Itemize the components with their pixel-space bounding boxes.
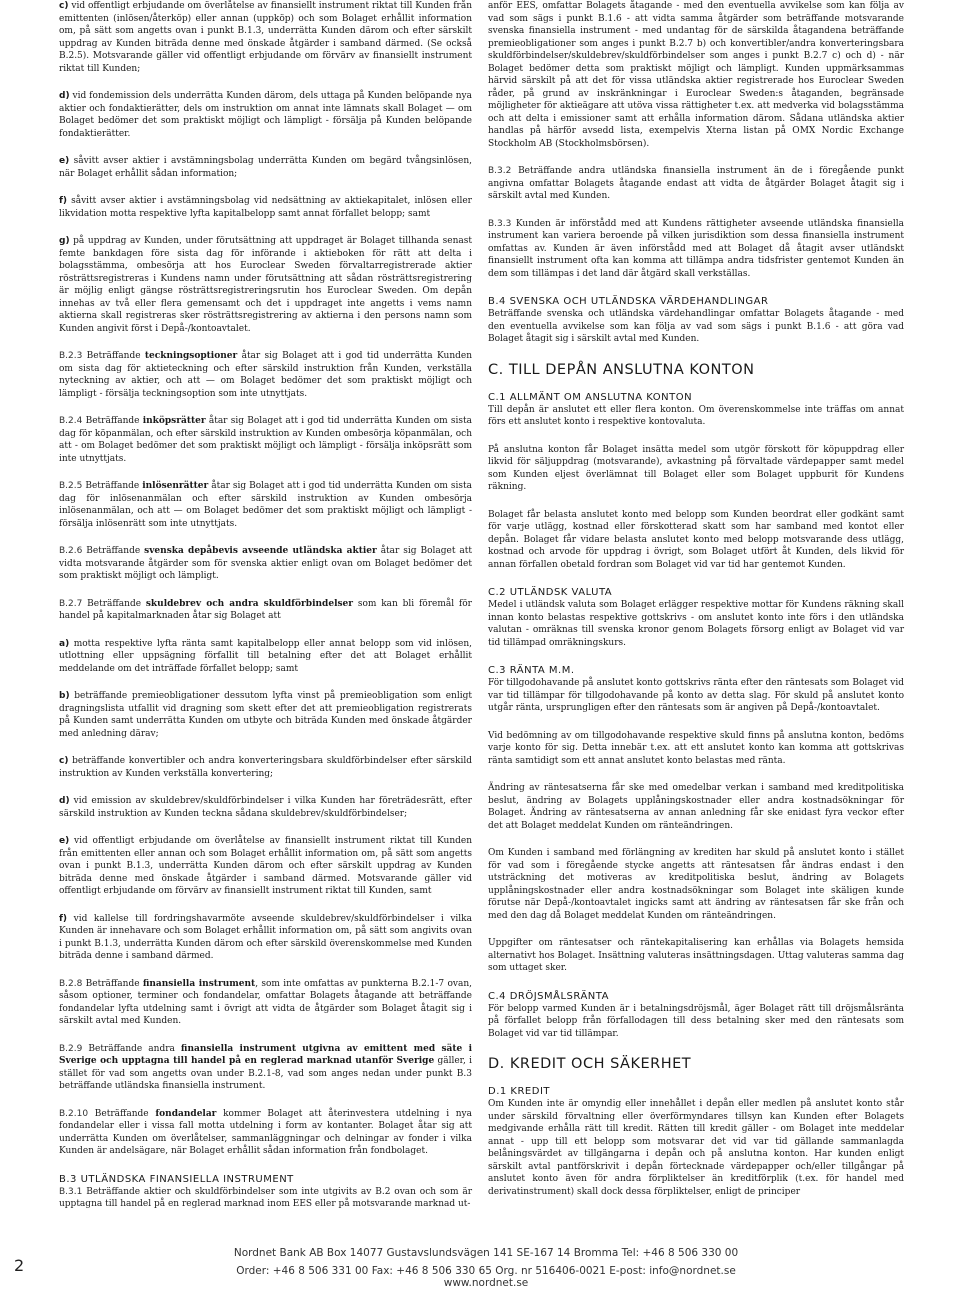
c2-text: Medel i utländsk valuta som Bolaget erlägger respektive mottar för Kundens räkning skall innan konto belastas respektive gottskrivs - om anslutet konto inte förs i den utländska valutan - omräknas till svenska kronor genom Bolagets försorg enligt av Bolaget vid var tid tillämpad omräkningskurs. bbox=[488, 600, 904, 648]
heading-b4: B.4 SVENSKA OCH UTLÄNDSKA VÄRDEHANDLINGAR bbox=[488, 296, 769, 307]
c3-text-2: Vid bedömning av om tillgodohavande respektive skuld finns på anslutna konton, bedöms varje konto för sig. Detta innebär t.ex. att ett anslutet konto kan komma att gottskrivas ränta samtidigt som ett annat anslutet konto belastas med ränta. bbox=[488, 730, 904, 766]
footer-contact: Order: +46 8 506 331 00 Fax: +46 8 506 330 65 Org. nr 516406-0021 E-post: info@nordnet.se www.nordnet.se bbox=[236, 1265, 736, 1289]
section-b-2-7: B.2.7 Beträffande skuldebrev och andra skuldförbindelser som kan bli föremål för handel på kapitalmarknaden åtar sig Bolaget att bbox=[59, 598, 472, 621]
c1-text-2: På anslutna konton får Bolaget insätta medel som utgör förskott för köpuppdrag eller likvid för säljuppdrag (motsvarande), avkastning på förvaltade värdepapper samt medel som Kunden eljest överlämnat till Bolaget eller som Bolaget uppburit för Kundens räkning. bbox=[488, 444, 904, 492]
heading-b3: B.3 UTLÄNDSKA FINANSIELLA INSTRUMENT bbox=[59, 1173, 294, 1185]
item-label: f) bbox=[59, 196, 68, 206]
c1-text-1: Till depån är anslutet ett eller flera konton. Om överenskommelse inte träffas om annat förs ett anslutet konto i respektive kontovaluta. bbox=[488, 404, 904, 427]
item-f: f) vid kallelse till fordringshavarmöte avseende skuldebrev/skuldförbindelser i vilka Kunden är innehavare och som Bolaget erhållit information om, på sätt som angivits ovan i punkt B.1.3, underrätta Kunden därom och efter särskild överenskommelse med Kunden biträda denne i samband därmed. bbox=[59, 913, 472, 961]
heading-c: C. TILL DEPÅN ANSLUTNA KONTON bbox=[488, 361, 755, 378]
section-b-2-3: B.2.3 Beträffande teckningsoptioner åtar sig Bolaget att i god tid underrätta Kunden om sista dag för aktieteckning och efter särskild instruktion från Kunden, verkställa nyteckning av aktier, och att — om Bolaget bedömer det som praktiskt möjligt och lämpligt - försälja teckningsoption som inte utnyttjats. bbox=[59, 351, 472, 399]
heading-c1: C.1 ALLMÄNT OM ANSLUTNA KONTON bbox=[488, 391, 693, 403]
paragraph-f: f) såvitt avser aktier i avstämningsbolag vid nedsättning av aktiekapitalet, inlösen eller likvidation motta respektive lyfta kapitalbelopp samt annat förfallet belopp; samt bbox=[59, 196, 472, 219]
section-b-2-4: B.2.4 Beträffande inköpsrätter åtar sig Bolaget att i god tid underrätta Kunden om sista dag för köpanmälan, och efter särskild instruktion av Kunden ombesörja köpanmälan, och att - om Bolaget bedömer det som praktiskt möjligt och lämpligt - försälja inköpsrätt som inte utnyttjats. bbox=[59, 416, 472, 464]
section-b-2-10: B.2.10 Beträffande fondandelar kommer Bolaget att återinvestera utdelning i nya fondandelar eller i vissa fall motta utdelning i form av kontanter. Bolaget åtar sig att underrätta Kunden om överlåtelser, sammanläggningar och delningar av fonder i vilka Kunden är andelsägare, när Bolaget erhållit sådan information från fondbolaget. bbox=[59, 1108, 472, 1156]
section-b4-text: Beträffande svenska och utländska värdehandlingar omfattar Bolagets åtagande - med den eventuella avvikelse som kan följa av vad som sägs i punkt B.1.6 - att göra vad Bolaget åtagit sig i särskilt avtal med Kunden. bbox=[488, 309, 904, 344]
section-b-2-5: B.2.5 Beträffande inlösenrätter åtar sig Bolaget att i god tid underrätta Kunden om sista dag för inlösenanmälan och efter särskild instruktion av Kunden ombesörja inlösenanmälan, och att — om Bolaget bedömer det som praktiskt möjligt och lämpligt - försälja inlösenrätt som inte utnyttjats. bbox=[59, 481, 472, 529]
paragraph-g: g) på uppdrag av Kunden, under förutsättning att uppdraget är Bolaget tillhanda senast femte bankdagen före sista dag för införande i aktieboken för rätt att delta i bolagsstämma, ombesörja att hos Euroclear Sweden förvaltarregistrerade aktier rösträttsregistreras i Kundens namn under förutsättning att sådan rösträttsregistrering är möjlig enligt gängse rösträttsregistreringsrutin hos Euroclear Sweden. Om depån innehas av två eller flera gemensamt och det i uppdraget inte angetts i vems namn aktierna skall registreras sker rösträttsregistrering av aktierna i den persons namn som Kunden angivit först i Depå-/kontoavtalet. bbox=[59, 236, 472, 334]
page-number: 2 bbox=[14, 1256, 25, 1275]
heading-c3: C.3 RÄNTA M.M. bbox=[488, 665, 575, 676]
item-e: e) vid offentligt erbjudande om överlåtelse av finansiellt instrument riktat till Kunden från emittenten eller annan och som Bolaget erhållit information om, på sätt som angetts ovan i punkt B.1.3, underrätta Kunden därom och efter särskilt uppdrag av Kunden biträda denne med önskade åtgärder i samband därmed. Motsvarande gäller vid offentligt erbjudande om förvärv av finansiellt instrument riktat till Kunden, samt bbox=[59, 836, 472, 896]
item-label: e) bbox=[59, 156, 70, 166]
section-b-3-1: B.3.1 Beträffande aktier och skuldförbindelser som inte utgivits av B.2 ovan och som är upptagna till handel på en reglerad marknad inom EES eller på motsvarande marknad ut- bbox=[59, 1186, 472, 1209]
item-label: c) bbox=[59, 1, 69, 11]
section-b-3-3: B.3.3 Kunden är införstådd med att Kundens rättigheter avseende utländska finansiella instrument kan variera beroende på vilken jurisdiktion som dessa finansiella instrument omfattas av. Kunden är även införstådd med att Bolaget då åtagit avser utländskt finansiellt instrument ofta kan komma att tillämpa andra tidsfrister gentemot Kunden än dem som tillämpas i det land där åtgärd skall verkställas. bbox=[488, 218, 904, 279]
c4-text: För belopp varmed Kunden är i betalningsdröjsmål, äger Bolaget rätt till dröjsmålsränta på förfallet belopp från förfallodagen till dess betalning sker med den räntesats som Bolaget vid var tid tillämpar. bbox=[488, 1003, 904, 1039]
paragraph-e: e) såvitt avser aktier i avstämningsbolag underrätta Kunden om begärd tvångsinlösen, när Bolaget erhållit sådan information; bbox=[59, 156, 472, 179]
b31-continued: anför EES, omfattar Bolagets åtagande - med den eventuella avvikelse som kan följa av vad som sägs i punkt B.1.6 - att vidta samma åtgärder som beträffande motsvarande svenska finansiella instrument - med undantag för de särskilda åtagandena beträffande premieobligationer som anges i punkt B.2.7 b) och konvertibler/andra konverteringsbara skuldförbindelser/skuldebrev/skuldförbindelser som anges i punkt B.2.7 c) och d) - när Bolaget bedömer detta som praktiskt möjligt och lämpligt. Kunden uppmärksammas härvid särskilt på att det för vissa utländska aktier registrerade hos Euroclear Sweden råder, på grund av inskränkningar i Euroclear Sweden:s åtaganden, begränsade möjligheter för aktieägare att utöva vissa rättigheter t.ex. att medverka vid bolagsstämma och att delta i emissioner samt att erhålla information därom. Sådana utländska aktier handlas på härför avsedd lista, exempelvis Xterna listan på OMX Nordic Exchange Stockholm AB (Stockholmsbörsen). bbox=[488, 1, 904, 149]
paragraph-d: d) vid fondemission dels underrätta Kunden därom, dels uttaga på Kunden belöpande nya aktier och fondaktierätter, dels om instruktion om annat inte lämnats skall Bolaget — om Bolaget bedömer det som praktiskt möjligt och lämpligt - försälja på Kunden belöpande fondaktierätter. bbox=[59, 91, 472, 139]
item-b: b) beträffande premieobligationer dessutom lyfta vinst på premieobligation som enligt dragningslista utfallit vid dragning som skett efter det att premieobligation registrerats på Kunden samt underrätta Kunden om utbyte och biträda Kunden med önskade åtgärder med anledning därav; bbox=[59, 691, 472, 739]
section-b-2-9: B.2.9 Beträffande andra finansiella instrument utgivna av emittent med säte i Sverige och upptagna till handel på en reglerad marknad utanför Sverige gäller, i stället för vad som angetts ovan under B.2.1-8, vad som anges nedan under punkt B.3 beträffande utländska finansiella instrument. bbox=[59, 1043, 472, 1091]
d1-text: Om Kunden inte är omyndig eller innehållet i depån eller medlen på anslutet konto står under särskild förvaltning eller överförmyndares tillsyn kan Kunden efter Bolagets medgivande erhålla rätt till kredit. Rätten till kredit gäller - om Bolaget inte meddelar annat - upp till ett belopp som motsvarar det vid var tid gällande sammanlagda belåningsvärdet av tillgängarna i depån och på anslutna konton. Har kunden enligt särskilt avtal pantförskrivit i depån förtecknade värdepapper och/eller tillgångar på anslutet konto även för andra förpliktelser än kreditförplik (t.ex. för handel med derivatinstrument) skall dock dessa förpliktelser, enligt de principer bbox=[488, 1099, 904, 1197]
heading-c4: C.4 DRÖJSMÅLSRÄNTA bbox=[488, 990, 609, 1002]
c3-text-1: För tillgodohavande på anslutet konto gottskrivs ränta efter den räntesats som Bolaget vid var tid tillämpar för tillgodohavande på konto av detta slag. För skuld på anslutet konto utgår ränta, ursprungligen efter den räntesats som är angiven på Depå-/kontoavtalet. bbox=[488, 678, 904, 713]
heading-d: D. KREDIT OCH SÄKERHET bbox=[488, 1056, 692, 1072]
c3-text-5: Uppgifter om räntesatser och räntekapitalisering kan erhållas via Bolagets hemsida alternativt hos Bolaget. Insättning valuteras insättningsdagen. Uttag valuteras samma dag som uttaget sker. bbox=[488, 938, 904, 973]
paragraph-c: c) vid offentligt erbjudande om överlåtelse av finansiellt instrument riktat till Kunden från emittenten (inlösen/återköp) eller annan (uppköp) och som Bolaget erhållit information om, på sätt som angetts ovan i punkt B.1.3, underrätta Kunden därom och efter särskilt uppdrag av Kunden biträda denne med önskade åtgärder i samband därmed. (Se också B.2.5). Motsvarande gäller vid offentligt erbjudande om förvärv av finansiellt instrument riktat till Kunden; bbox=[59, 1, 472, 74]
c3-text-3: Ändring av räntesatserna får ske med omedelbar verkan i samband med kreditpolitiska beslut, ändring av Bolagets upplåningskostnader eller andra kostnadsökningar för Bolaget. Ändring av räntesatserna av annan anledning får ske enidast fyra veckor efter det att Bolaget meddelat Kunden om ränteändringen. bbox=[488, 783, 904, 831]
item-c: c) beträffande konvertibler och andra konverteringsbara skuldförbindelser efter särskild instruktion av Kunden verkställa konvertering; bbox=[59, 756, 472, 779]
section-b-3-2: B.3.2 Beträffande andra utländska finansiella instrument än de i föregående punkt angivna omfattar Bolagets åtagande endast att vidta de åtgärder Bolaget åtagit sig i särskilt avtal med Kunden. bbox=[488, 166, 904, 201]
footer-address: Nordnet Bank AB Box 14077 Gustavslundsvägen 141 SE-167 14 Bromma Tel: +46 8 506 330 00 bbox=[233, 1247, 739, 1259]
heading-c2: C.2 UTLÄNDSK VALUTA bbox=[488, 587, 613, 598]
c3-text-4: Om Kunden i samband med förlängning av krediten har skuld på anslutet konto i stället för vad som i föregående stycke angetts att räntesatsen får ändras endast i den utsträckning det motiveras av kreditpolitiska beslut, ändring av Bolagets upplåningskostnader eller andra kostnadsökningar som Bolaget inte skäligen kunde förutse när Depå-/kontoavtalet ingicks samt att ändring av räntesatsen får ske från och med den dag då Bolaget meddelat Kunden om ränteändringen. bbox=[488, 848, 904, 921]
heading-d1: D.1 KREDIT bbox=[488, 1086, 551, 1097]
right-column bbox=[488, 0, 904, 1213]
left-column bbox=[59, 0, 472, 1226]
item-a: a) motta respektive lyfta ränta samt kapitalbelopp eller annat belopp som vid inlösen, utlottning eller uppsägning förfallit till betalning efter det att Bolaget erhållit meddelande om det inträffade förfallet belopp; samt bbox=[59, 638, 472, 674]
item-d: d) vid emission av skuldebrev/skuldförbindelser i vilka Kunden har företrädesrätt, efter särskild instruktion av Kunden teckna sådana skuldebrev/skuldförbindelser; bbox=[59, 796, 472, 819]
section-b-2-6: B.2.6 Beträffande svenska depåbevis avseende utländska aktier åtar sig Bolaget att vidta motsvarande åtgärder som för svenska aktier enligt ovan om Bolaget bedömer det som praktiskt möjligt och lämpligt. bbox=[59, 546, 473, 581]
item-label: d) bbox=[59, 91, 70, 101]
section-b-2-8: B.2.8 Beträffande finansiella instrument, som inte omfattas av punkterna B.2.1-7 ovan, såsom optioner, terminer och fondandelar, omfattar Bolagets åtagande att beträffande fondandelar lyfta utdelning samt i övrigt att vidta de åtgärder som Bolaget åtagit sig i särskilt avtal med Kunden. bbox=[59, 978, 472, 1026]
c1-text-3: Bolaget får belasta anslutet konto med belopp som Kunden beordrat eller godkänt samt för varje utlägg, kostnad eller förskotterad skatt som har samband med kontot eller depån. Bolaget får vidare belasta anslutet konto med belopp motsvarande dess utlägg, kostnad och arvode för uppdrag i övrigt, som Bolaget utfört åt Kunden, dels likvid för annan förfallen obetald fordran som Bolaget vid var tid har gentemot Kunden. bbox=[488, 509, 904, 570]
item-label: g) bbox=[59, 236, 70, 246]
